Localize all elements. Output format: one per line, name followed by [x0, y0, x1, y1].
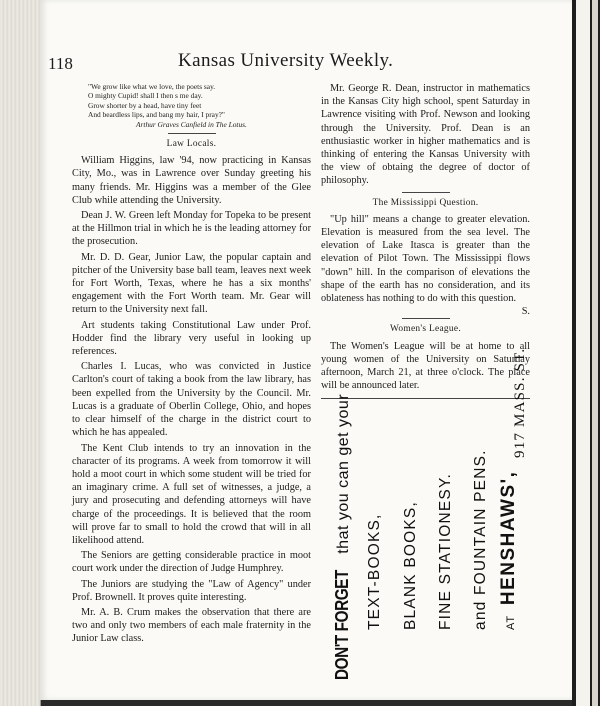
- henshaws-advertisement: [322, 347, 532, 684]
- law-locals-paragraph: Mr. D. D. Gear, Junior Law, the popular captain and pitcher of the University base ball team, leaves next week for Fort Worth, Texas, where he has a six months' engagement with the Fort Worth team. Mr. Gear will return to the University next fall.: [72, 251, 311, 316]
- ad-line-stationery: FINE STATIONESY.: [437, 472, 454, 630]
- mississippi-heading: The Mississippi Question.: [372, 197, 479, 208]
- law-locals-paragraph: William Higgins, law '94, now practicing in Kansas City, Mo., was in Lawrence over Sunday greeting his many friends. Mr. Higgins was a member of the Glee Club while attending the University.: [72, 155, 311, 206]
- poem-line: O mighty Cupid! shall I then s me day.: [88, 91, 203, 101]
- law-locals-heading: Law Locals.: [166, 139, 217, 150]
- ad-dont-forget: DON'T FORGET: [332, 570, 352, 680]
- dean-paragraph: Mr. George R. Dean, instructor in mathematics in the Kansas City high school, spent Saturday in Lawrence visiting with Prof. Newson and looking through the University. Prof. Dean is an enthusiastic worker in higher mathematics and is thinking of entering the Kansas University with the view of obtaing the degree of doctor of philosophy.: [321, 83, 530, 187]
- left-column: [72, 82, 311, 648]
- ad-line-store: [498, 471, 520, 630]
- ad-line1-rest: that you can get your: [335, 393, 352, 554]
- section-divider: [402, 192, 450, 193]
- womens-league-paragraph: The Women's League will be at home to all young women of the University on Saturday afternoon, March 21, at three o'clock. The place will be announced later.: [321, 340, 530, 392]
- page-edge: [572, 0, 600, 706]
- poem-line: Grow shorter by a head, have tiny feet: [88, 100, 202, 110]
- law-locals-paragraph: The Juniors are studying the "Law of Agency" under Prof. Brownell. It proves quite interesting.: [72, 578, 311, 603]
- book-binding: [0, 0, 41, 706]
- law-locals-paragraph: Charles I. Lucas, who was convicted in Justice Carlton's court of taking a book from the law library, has been expelled from the University by the Council. Mr. Lucas is a graduate of Oberlin College, Ohio, and hopes to clear himself of the charge in the district court to which he has appealed.: [72, 361, 311, 439]
- ad-line-blank-books: BLANK BOOKS,: [402, 501, 419, 630]
- section-divider: [168, 133, 216, 134]
- law-locals-paragraph: Art students taking Constitutional Law under Prof. Hodder find the library very useful in looking up references.: [72, 319, 311, 358]
- right-column: [321, 82, 530, 403]
- poem: [72, 82, 311, 129]
- ad-line-fountain-pens: and FOUNTAIN PENS.: [472, 449, 489, 630]
- ad-address: 917 MASS. ST.: [512, 347, 528, 458]
- poem-attribution: Arthur Graves Canfield in The Lotus.: [136, 119, 247, 129]
- ad-at: AT: [505, 615, 517, 630]
- poem-line: And beardless lips, and bang my hair, I pray?": [88, 110, 225, 120]
- law-locals-paragraph: The Seniors are getting considerable practice in moot court work under the direction of Judge Humphrey.: [72, 550, 311, 575]
- law-locals-paragraph: Dean J. W. Green left Monday for Topeka to be present at the Hillmon trial in which he is the leading attorney for the prosecution.: [72, 210, 311, 248]
- page-number: 118: [48, 54, 73, 73]
- journal-title: Kansas University Weekly.: [178, 50, 394, 71]
- ad-line-dont-forget: [332, 394, 353, 680]
- law-locals-paragraph: Mr. A. B. Crum makes the observation that there are two and only two members of each male fraternity in the Junior Law class.: [72, 606, 311, 645]
- page-edge-strip: [576, 0, 590, 706]
- womens-league-heading: Women's League.: [389, 324, 462, 335]
- ad-store-name: HENSHAWS',: [498, 470, 519, 606]
- mississippi-body: "Up hill" means a change to greater elevation. Elevation is measured from the sea level. The elevation of Lake Itasca is greater than the elevation of Pilot Town. The Mississippi flows "down" hill. In the comparison of elevations the shape of the earth has no consideration, and its oblateness has nothing to do with this question.: [321, 213, 530, 305]
- mississippi-paragraph: [321, 213, 530, 318]
- poem-line: "We grow like what we love, the poets say.: [88, 82, 216, 91]
- section-divider: [402, 318, 450, 319]
- page-edge-strip-inner: [592, 0, 598, 706]
- mississippi-signature: S.: [521, 306, 530, 318]
- ad-line-text-books: TEXT-BOOKS,: [366, 513, 383, 630]
- law-locals-paragraph: The Kent Club intends to try an innovation in the character of its programs. A week from tomorrow it will hold a moot court in which some student will be tried for an imaginary crime. A full set of witnesses, a judge, a jury and prosecuting and defending attorneys will have charge of the proceedings. It is believed that the room will prove far to small to hold the crowd that will in all likelihood attend.: [72, 442, 311, 546]
